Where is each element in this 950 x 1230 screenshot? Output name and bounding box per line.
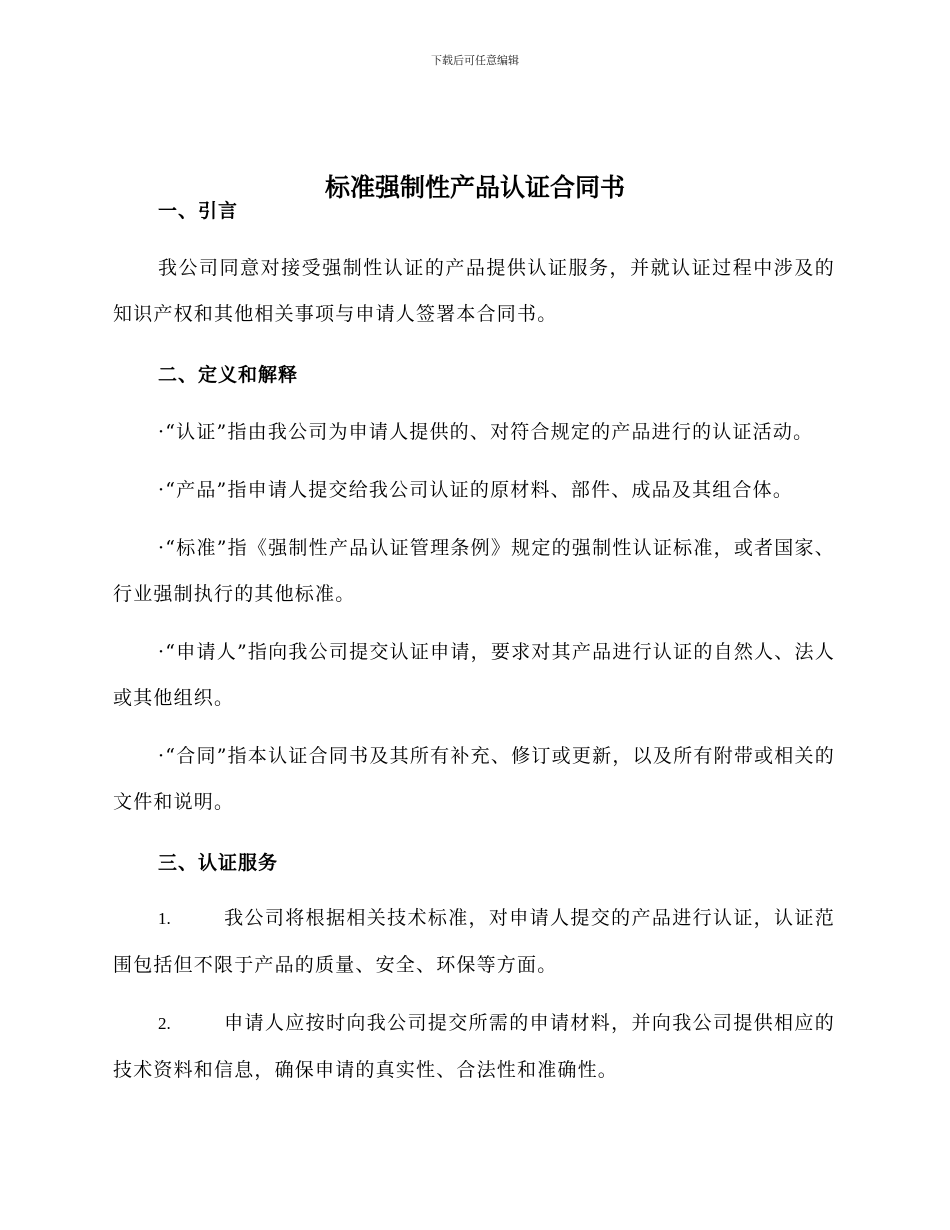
section-heading-definitions: 二、定义和解释 — [158, 364, 299, 386]
section-heading-services: 三、认证服务 — [158, 852, 279, 874]
definition-standard: ·“标准”指《强制性产品认证管理条例》规定的强制性认证标准，或者国家、行业强制执行的其他标准。 — [113, 537, 835, 605]
definition-certification: ·“认证”指由我公司为申请人提供的、对符合规定的产品进行的认证活动。 — [158, 421, 814, 443]
service-item — [113, 1000, 835, 1093]
definition-contract: ·“合同”指本认证合同书及其所有补充、修订或更新，以及所有附带或相关的文件和说明。 — [113, 745, 835, 813]
definition-product: ·“产品”指申请人提交给我公司认证的原材料、部件、成品及其组合体。 — [158, 479, 794, 501]
service-item — [113, 895, 835, 988]
definition-applicant: ·“申请人”指向我公司提交认证申请，要求对其产品进行认证的自然人、法人或其他组织。 — [113, 641, 835, 709]
service-item-number: 2. — [158, 1014, 171, 1033]
header-note: 下载后可任意编辑 — [431, 54, 519, 67]
service-item-text: 我公司将根据相关技术标准，对申请人提交的产品进行认证，认证范围包括但不限于产品的质量、安全、环保等方面。 — [113, 907, 835, 976]
section-heading-introduction: 一、引言 — [158, 200, 239, 222]
document-body — [113, 197, 835, 1093]
service-item-number: 1. — [158, 909, 171, 928]
document-title: 标准强制性产品认证合同书 — [324, 172, 625, 202]
service-item-text: 申请人应按时向我公司提交所需的申请材料，并向我公司提供相应的技术资料和信息，确保申请的真实性、合法性和准确性。 — [113, 1012, 835, 1081]
intro-paragraph: 我公司同意对接受强制性认证的产品提供认证服务，并就认证过程中涉及的知识产权和其他相关事项与申请人签署本合同书。 — [113, 257, 835, 325]
